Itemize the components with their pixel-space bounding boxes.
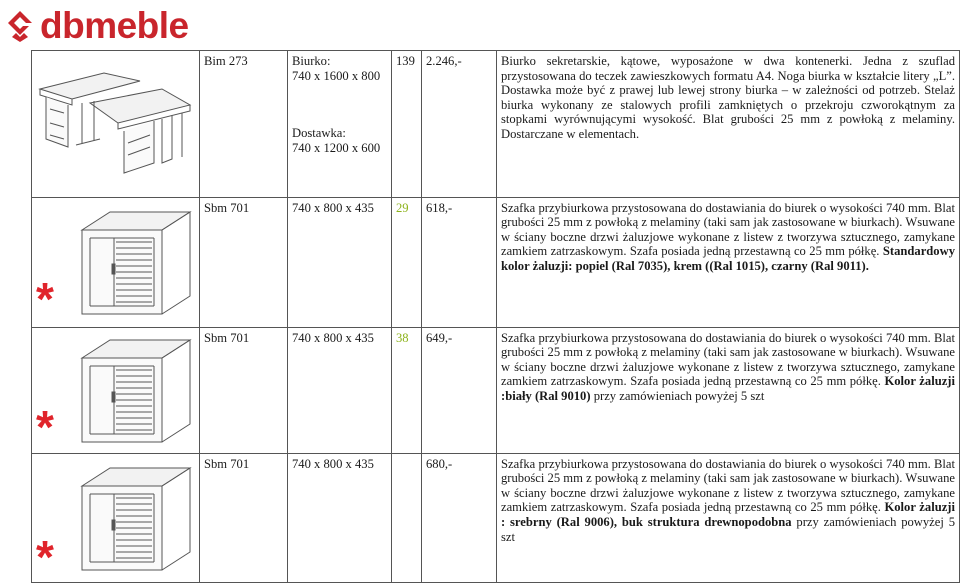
product-description <box>497 327 960 453</box>
product-image <box>32 327 200 453</box>
asterisk-marker: * <box>36 531 54 583</box>
description-color-note: Kolor żaluzji : srebrny (Ral 9006), buk struktura drewnopodobna <box>501 500 955 529</box>
asterisk-marker: * <box>36 273 54 326</box>
table-row <box>32 453 960 582</box>
product-description <box>497 197 960 327</box>
description-order-note: przy zamówieniach powyżej 5 szt <box>590 388 765 403</box>
cabinet-drawing <box>74 464 194 576</box>
logo-text: dbmeble <box>40 5 189 46</box>
stock-count: 139 <box>392 51 422 198</box>
table-row <box>32 51 960 198</box>
price: 680,- <box>422 453 497 582</box>
description-color-note: Kolor żaluzji :biały (Ral 9010) <box>501 374 955 403</box>
description-color-note: Standardowy kolor żaluzji: popiel (Ral 7035), krem ((Ral 1015), czarny (Ral 9011). <box>501 244 955 273</box>
description-text: Szafka przybiurkowa przystosowana do dostawiania do biurek o wysokości 740 mm. Blat grubości 25 mm z powłoką z melaminy (taki sam jak zastosowane w biurkach). Wsuwane w ściany boczne drzwi żaluzjowe wykonane z listew z tworzywa sztucznego, zamykane zamkiem zatrzaskowym. Szafa posiada jedną przestawną co 25 mm półkę. <box>501 456 955 515</box>
product-dimensions: 740 x 800 x 435 <box>288 453 392 582</box>
product-image <box>32 453 200 582</box>
cabinet-drawing <box>74 208 194 320</box>
price: 2.246,- <box>422 51 497 198</box>
price: 618,- <box>422 197 497 327</box>
product-code: Sbm 701 <box>200 453 288 582</box>
description-text: Biurko sekretarskie, kątowe, wyposażone w dwa kontenerki. Jedna z szuflad przystosowana do teczek zawieszkowych formatu A4. Noga biurka w kształcie litery „L”. Dostawka może być z prawej lub lewej strony biurka – w zależności od potrzeb. Stelaż biurka wykonany ze stalowych profili zamkniętych o przekroju czworokątnym za stopkami wyrównującymi wysokość. Blat grubości 25 mm z powłoką z melaminy. Dostarczane w elementach. <box>501 54 955 141</box>
table-row <box>32 197 960 327</box>
product-dimensions: 740 x 800 x 435 <box>288 327 392 453</box>
product-code: Bim 273 <box>200 51 288 198</box>
stock-count: 29 <box>392 197 422 327</box>
description-text: Szafka przybiurkowa przystosowana do dostawiania do biurek o wysokości 740 mm. Blat grubości 25 mm z powłoką z melaminy (taki sam jak zastosowane w biurkach). Wsuwane w ściany boczne drzwi żaluzjowe wykonane z listew z tworzywa sztucznego, zamykane zamkiem zatrzaskowym. Szafa posiada jedną przestawną co 25 mm półkę. <box>501 330 955 389</box>
price: 649,- <box>422 327 497 453</box>
description-order-note: przy zamówieniach powyżej 5 szt <box>501 514 955 544</box>
stock-count: 38 <box>392 327 422 453</box>
table-row <box>32 327 960 453</box>
desk-dims: 740 x 1600 x 800 <box>292 68 381 83</box>
asterisk-marker: * <box>36 401 54 454</box>
product-image <box>32 197 200 327</box>
desk-drawing <box>32 51 198 193</box>
extension-label: Dostawka: <box>292 126 346 141</box>
product-description <box>497 453 960 582</box>
product-table <box>31 50 960 583</box>
stock-count <box>392 453 422 582</box>
product-dimensions <box>288 51 392 198</box>
product-dimensions: 740 x 800 x 435 <box>288 197 392 327</box>
extension-dims: 740 x 1200 x 600 <box>292 140 381 155</box>
description-text: Szafka przybiurkowa przystosowana do dostawiania do biurek o wysokości 740 mm. Blat grubości 25 mm z powłoką z melaminy (taki sam jak zastosowane w biurkach). Wsuwane w ściany boczne drzwi żaluzjowe wykonane z listew z tworzywa sztucznego, zamykane zamkiem zatrzaskowym. Szafa posiada jedną przestawną co 25 mm półkę. <box>501 200 955 259</box>
cabinet-drawing <box>74 336 194 448</box>
product-code: Sbm 701 <box>200 327 288 453</box>
product-image <box>32 51 200 198</box>
product-code: Sbm 701 <box>200 197 288 327</box>
product-description <box>497 51 960 198</box>
logo-emblem-icon <box>6 9 34 43</box>
desk-label: Biurko: <box>292 54 331 68</box>
logo[interactable] <box>6 6 189 46</box>
